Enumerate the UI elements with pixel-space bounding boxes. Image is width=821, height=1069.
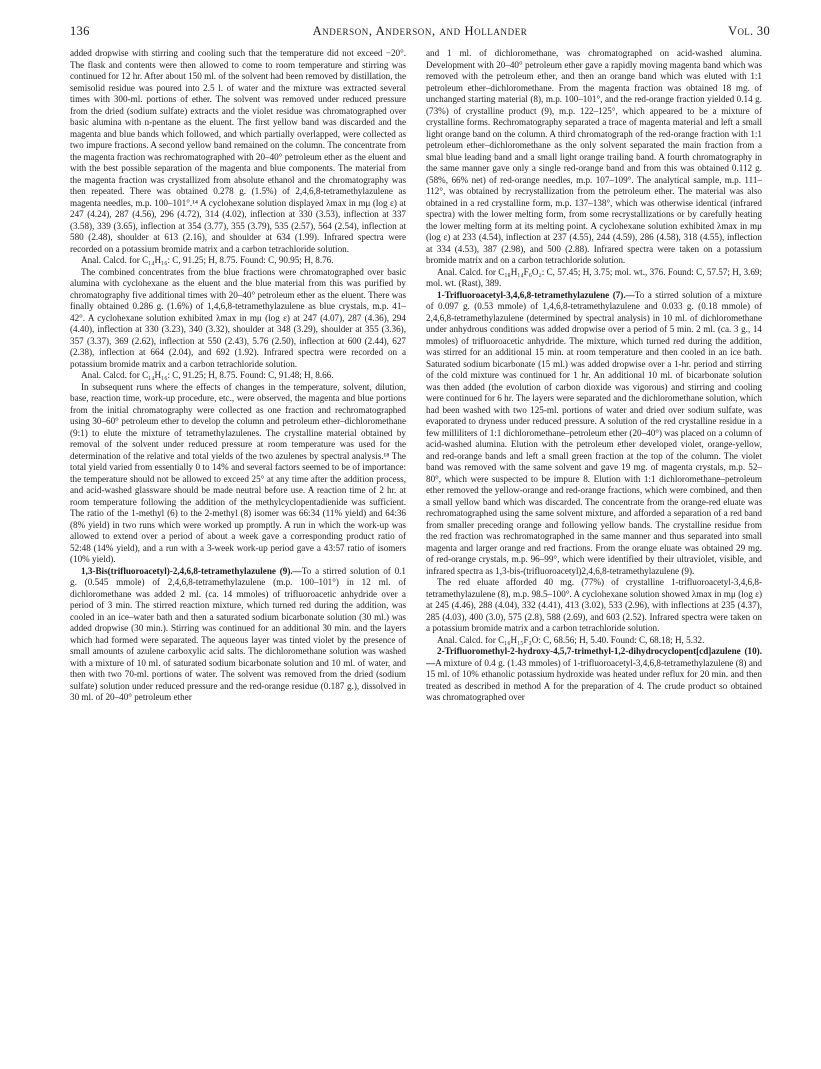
paragraph-text: To a stirred solution of a mixture of 0.097 g. (0.53 mmole) of 1,4,6,8-tetramethylazulene and 0.033 g. (0.18 mmole) of 2,4,6,8-tetramethylazulene (determined by spectral analysis) in 10 ml. of dichloromethane under anhydrous conditions was added dropwise over a period of 5 min. 2 ml. (ca. 3 g., 14 mmoles) of trifluoroacetic anhydride. The mixture, which turned red during the addition, was stirred for an additional 15 min. at room temperature and then cooled in an ice bath. Saturated sodium bicarbonate (15 ml.) was added dropwise over a 1-hr. period and stirring of the cold mixture was continued for 1 hr. An additional 10 ml. of bicarbonate solution was then added (the evolution of carbon dioxide was vigorous) and stirring and cooling were continued for 6 hr. The layers were separated and the dichloromethane solution, which had been washed with two 125-ml. portions of water and dried over sodium sulfate, was evaporated to dryness under reduced pressure. A solution of the red crystalline residue in a few milliliters of 1:1 dichloromethane–petroleum ether (20–40°) was placed on a column of acid-washed alumina. Elution with the petroleum ether developed violet, orange-yellow, and red-orange bands and left a small green fraction at the top of the column. The violet band was removed with the same solvent and gave 19 mg. of magenta crystals, m.p. 52–80°, which were suspected to be impure 8. Elution with 1:1 dichloromethane–petroleum ether removed the yellow-orange and red-orange fractions, which were combined, and then a small yellow band which was discarded. The concentrate from the orange-red eluate was rechromatographed using the same solvent mixture, and afforded a separation of a red band from smaller preceding orange and following yellow bands. The crystalline residue from the red fraction was rechromatographed in the same manner and thus separated into small magenta and larger orange and red fractions. From the orange eluate was obtained 29 mg. of red-orange crystals, m.p. 96–99°, which were identified by their ultraviolet, visible, and infrared spectra as 1,3-bis-(trifluoroacetyl)2,4,6,8-tetramethylazulene (9). — [426, 289, 762, 576]
page-number: 136 — [70, 24, 90, 38]
volume-label: Vol. 30 — [728, 24, 770, 38]
paragraph: In subsequent runs where the effects of changes in the temperature, solvent, dilution, base, reaction time, work-up procedure, etc., were observed, the magenta and blue portions from the initial chromatography were collected as one fraction and rechromatographed using 30–60° petroleum ether to develop the column and petroleum ether–dichloromethane (9:1) to elute the mixture of tetramethylazulenes. The crystalline material obtained by removal of the solvent under reduced pressure at room temperature was used for the determination of the relative and total yields of the two azulenes by spectral analysis.¹⁸ The total yield varied from essentially 0 to 14% and several factors seemed to be of importance: the temperature should not be allowed to exceed 25° at any time after the addition process, and acid-washed glassware should be made neutral before use. A reaction time of 2 hr. at room temperature following the addition of the methylcyclopentadienide was sufficient. The ratio of the 1-methyl (6) to the 2-methyl (8) isomer was 66:34 (11% yield) and 64:36 (8% yield) in two runs which were worked up promptly. A run in which the work-up was allowed to extend over a period of about a week gave a corresponding product ratio of 52:48 (14% yield), and a run with a 3-week work-up period gave a 43:57 ratio of isomers (10% yield). — [70, 381, 406, 564]
section-heading: 2-Trifluoromethyl-2-hydroxy-4,5,7-trimethyl-1,2-dihydrocyclopent[cd]azulene (10).— — [426, 646, 762, 668]
paragraph — [426, 646, 762, 704]
paragraph: Anal. Calcd. for C₁₈H₁₄F₆O₂: C, 57.45; H, 3.75; mol. wt., 376. Found: C, 57.57; H, 3.69; mol. wt. (Rast), 389. — [426, 266, 762, 288]
paragraph: The red eluate afforded 40 mg. (77%) of crystalline 1-trifluoroacetyl-3,4,6,8-tetramethylazulene (8), m.p. 98.5–100°. A cyclohexane solution showed λmax in mμ (log ε) at 245 (4.46), 288 (4.04), 332 (4.41), 413 (3.02), 533 (2.96), with inflections at 235 (4.37), 285 (4.03), 400 (3.0), 575 (2.8), 588 (2.69), and 603 (2.52). Infrared spectra were taken on a potassium bromide matrix and a carbon tetrachloride solution. — [426, 577, 762, 633]
paragraph-text: A mixture of 0.4 g. (1.43 mmoles) of 1-trifluoroacetyl-3,4,6,8-tetramethylazulene (8) and 15 ml. of 10% ethanolic potassium hydroxide was heated under reflux for 20 min. and then treated as described in method A for the preparation of 4. The crude product so obtained was chromatographed over — [426, 657, 762, 702]
paragraph: Anal. Calcd. for C₁₆H₁₅F₃O: C, 68.56; H, 5.40. Found: C, 68.18; H, 5.32. — [437, 634, 705, 645]
running-head-authors: Anderson, Anderson, and Hollander — [312, 24, 528, 38]
right-column — [426, 48, 762, 704]
running-header — [70, 24, 770, 42]
paragraph: Anal. Calcd. for C₁₄H₁₆: C, 91.25; H, 8.75. Found: C, 91.48; H, 8.66. — [81, 370, 334, 380]
paragraph: The combined concentrates from the blue fractions were chromatographed over basic alumina with cyclohexane as the eluent and the blue material from this was purified by chromatography five additional times with 20–40° petroleum ether as the eluent. There was finally obtained 0.286 g. (1.6%) of 1,4,6,8-tetramethylazulene as blue crystals, m.p. 41–42°. A cyclohexane solution exhibited λmax in mμ (log ε) at 247 (4.07), 287 (4.36), 294 (4.40), inflection at 330 (3.23), 340 (3.32), shoulder at 348 (3.29), shoulder at 355 (3.36), 357 (3.37), 369 (2.62), inflection at 550 (2.43), 5.76 (2.50), inflection at 600 (2.44), 627 (2.38), inflection at 664 (2.04), and 692 (1.92). Infrared spectra were recorded on a potassium bromide matrix and a carbon tetrachloride solution. — [70, 266, 406, 369]
paragraph: Anal. Calcd. for C₁₄H₁₆: C, 91.25; H, 8.75. Found: C, 90.95; H, 8.76. — [81, 255, 334, 265]
paragraph-text: To a stirred solution of 0.1 g. (0.545 mmole) of 2,4,6,8-tetramethylazulene (m.p. 100–101°) in 12 ml. of dichloromethane was added 2 ml. (ca. 14 mmoles) of trifluoroacetic anhydride over a period of 3 min. The stirred reaction mixture, which turned red during the addition, was cooled in an ice–water bath and then a saturated sodium bicarbonate solution (30 ml.) was added dropwise (30 min.). Stirring was continued for an additional 30 min. and the layers which had formed were separated. The aqueous layer was tinted violet by the presence of small amounts of azulene carboxylic acid salts. The dichloromethane solution was washed with a mixture of 10 ml. of saturated sodium bicarbonate solution and 10 ml. of water, and then with two 70-ml. portions of water. The solvent was removed from the dried (sodium sulfate) solution under reduced pressure and the red-orange residue (0.187 g.), dissolved in 30 ml. of 20–40° petroleum ether — [70, 565, 406, 702]
section-heading: 1-Trifluoroacetyl-3,4,6,8-tetramethylazulene (7).— — [437, 289, 635, 300]
paragraph — [70, 566, 406, 704]
paragraph: added dropwise with stirring and cooling such that the temperature did not exceed −20°. The flask and contents were then allowed to come to room temperature and stirring was continued for 12 hr. After about 150 ml. of the solvent had been removed by distillation, the semisolid residue was poured into 2.5 l. of water and the mixture was extracted several times with 300-ml. portions of ether. The solvent was removed under reduced pressure from the dried (sodium sulfate) extracts and the violet residue was chromatographed over basic alumina with n-pentane as the eluent. The first yellow band was discarded and the magenta and blue bands which followed, and which partially overlapped, were collected as two impure fractions. A second yellow band remained on the column. The concentrate from the magenta fraction was rechromatographed with 20–40° petroleum ether as the eluent and with the best possible separation of the magenta and blue components. The material from the magenta fraction was crystallized from absolute ethanol and the chromatography was then repeated. There was obtained 0.278 g. (1.5%) of 2,4,6,8-tetramethylazulene as magenta needles, m.p. 100–101°.¹⁴ A cyclohexane solution displayed λmax in mμ (log ε) at 247 (4.24), 287 (4.56), 296 (4.72), 314 (4.02), inflection at 330 (3.53), inflection at 337 (3.58), 339 (3.65), inflection at 354 (3.77), 355 (3.79), 535 (2.57), 564 (2.54), inflection at 580 (2.48), shoulder at 613 (2.16), and shoulder at 634 (1.99). Infrared spectra were recorded on a potassium bromide matrix and a carbon tetrachloride solution. — [70, 48, 406, 254]
paragraph — [426, 290, 762, 578]
section-heading: 1,3-Bis(trifluoroacetyl)-2,4,6,8-tetramethylazulene (9).— — [81, 565, 302, 576]
left-column — [70, 48, 406, 704]
paragraph: and 1 ml. of dichloromethane, was chromatographed on acid-washed alumina. Development with 20–40° petroleum ether gave a rapidly moving magenta band which was removed with the petroleum ether, and then an orange band which was eluted with 1:1 petroleum ether–dichloromethane. From the magenta fraction was obtained 18 mg. of unchanged starting material (8), m.p. 100–101°, and the red-orange fraction yielded 0.14 g. (73%) of crystalline product (9), m.p. 122–125°, which appeared to be a mixture of crystalline forms. Rechromatography separated a trace of magenta material and left a small light orange band on the column. A third chromatograph of the red-orange fraction with 1:1 petroleum ether–dichloromethane as the only solvent separated the main fraction from a smal blue leading band and a small light orange trailing band. A fourth chromatography in the same manner gave only a single red-orange band and from this was obtained 0.112 g. (58%, 66% net) of red-orange needles, m.p. 107–109°. The analytical sample, m.p. 111–112°, was obtained by recrystallization from the petroleum ether. The material was also obtained in a red crystalline form, m.p. 137–138°, which was otherwise identical (infrared spectra) with the lower melting form, from some recrystallizations or by carefully heating the lower melting form at its melting point. A cyclohexane solution exhibited λmax in mμ (log ε) at 233 (4.54), inflection at 237 (4.55), 244 (4.59), 286 (4.58), 318 (4.55), inflection at 334 (4.53), 387 (2.98), and 500 (2.88). Infrared spectra were taken on a potassium bromide matrix and on a carbon tetrachloride solution. — [426, 48, 762, 265]
